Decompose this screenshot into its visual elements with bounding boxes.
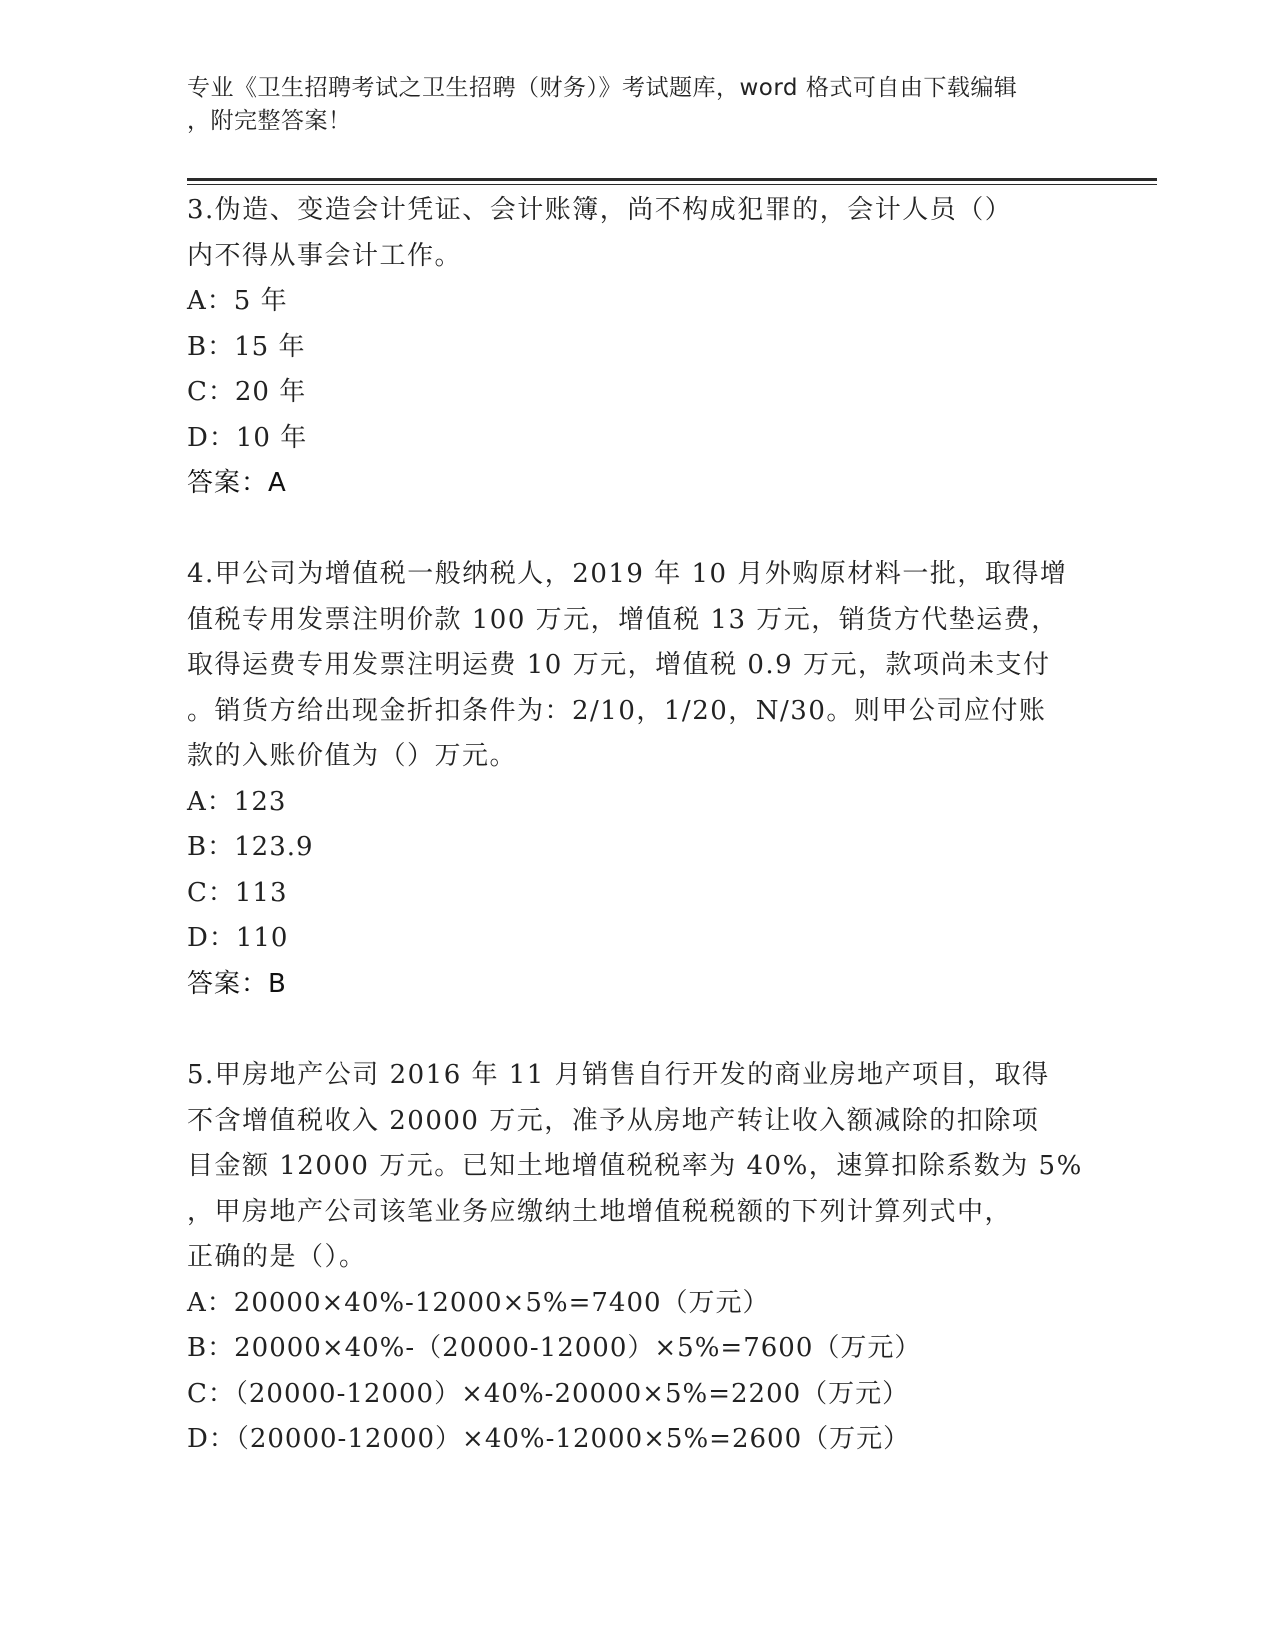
stem-line: 目金额 12000 万元。已知土地增值税税率为 40%，速算扣除系数为 5% [187,1151,1083,1181]
option-b: B：123.9 [187,832,314,862]
document-header [187,72,1067,138]
option-a: A：5 年 [187,286,288,316]
answer-text: 答案：A [187,468,287,498]
header-line-1: 专业《卫生招聘考试之卫生招聘（财务）》考试题库，word 格式可自由下载编辑 [187,75,1018,101]
stem-line: 不含增值税收入 20000 万元，准予从房地产转让收入额减除的扣除项 [187,1105,1040,1136]
stem-line: 取得运费专用发票注明运费 10 万元，增值税 0.9 万元，款项尚未支付 [187,650,1051,680]
header-line-2: ，附完整答案！ [187,108,352,134]
option-d: D：（20000-12000）×40%-12000×5%=2600（万元） [187,1424,911,1454]
question-stem [187,552,1087,780]
answer-text: 答案：B [187,968,287,999]
option-b: B：20000×40%-（20000-12000）×5%=7600（万元） [187,1333,922,1363]
stem-line: 款的入账价值为（）万元。 [187,741,518,771]
option-a: A：123 [187,786,287,817]
stem-line: 3.伪造、变造会计凭证、会计账簿，尚不构成犯罪的，会计人员（） [187,195,1013,225]
option-b: B：15 年 [187,331,306,362]
question-5 [187,1053,1087,1463]
stem-line: 值税专用发票注明价款 100 万元，增值税 13 万元，销货方代垫运费， [187,604,1059,635]
stem-line: 内不得从事会计工作。 [187,240,463,271]
header-divider-thick [187,178,1157,181]
header-divider-thin [187,184,1157,185]
option-c: C：20 年 [187,377,307,407]
stem-line: 。销货方给出现金折扣条件为：2/10，1/20，N/30。则甲公司应付账 [187,695,1047,726]
stem-line: 正确的是（）。 [187,1242,367,1272]
option-c: C：113 [187,877,288,908]
option-d: D：10 年 [187,422,308,453]
option-c: C：（20000-12000）×40%-20000×5%=2200（万元） [187,1378,910,1409]
question-4 [187,552,1087,1007]
question-stem [187,188,1087,279]
stem-line: ，甲房地产公司该笔业务应缴纳土地增值税税额的下列计算列式中， [187,1196,1013,1227]
question-stem [187,1053,1087,1281]
stem-line: 4.甲公司为增值税一般纳税人，2019 年 10 月外购原材料一批，取得增 [187,559,1068,589]
option-d: D：110 [187,923,289,953]
stem-line: 5.甲房地产公司 2016 年 11 月销售自行开发的商业房地产项目，取得 [187,1060,1050,1090]
question-3 [187,188,1087,507]
option-a: A：20000×40%-12000×5%=7400（万元） [187,1287,770,1318]
